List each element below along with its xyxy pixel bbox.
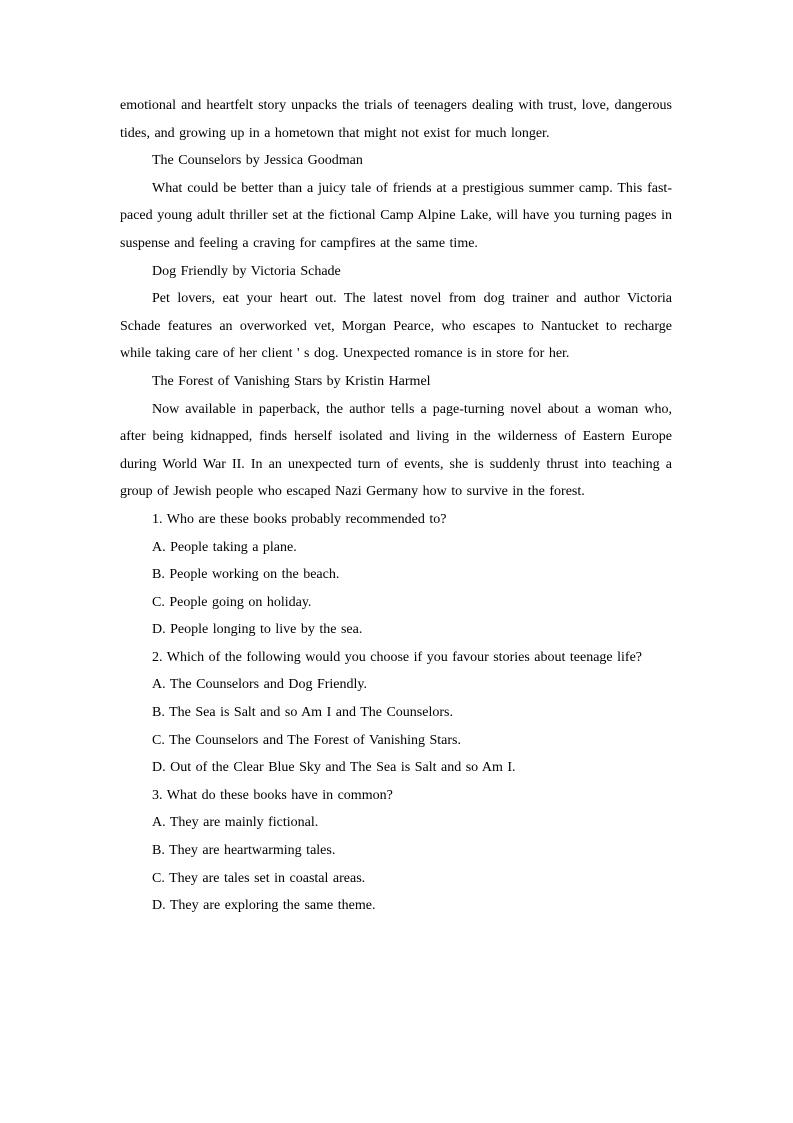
question-3-option-b: B. They are heartwarming tales. xyxy=(152,843,336,859)
book-title-dog-friendly: Dog Friendly by Victoria Schade xyxy=(152,263,341,279)
question-3-option-d: D. They are exploring the same theme. xyxy=(152,898,376,914)
question-1-option-d: D. People longing to live by the sea. xyxy=(152,622,363,638)
passage-continuation: emotional and heartfelt story unpacks the trials of teenagers dealing with trust, love, dangerous tides, and growing up in a hometown that might not exist for much longer. xyxy=(120,98,672,141)
question-1-option-a: A. People taking a plane. xyxy=(152,539,297,555)
question-3-option-a: A. They are mainly fictional. xyxy=(152,815,319,831)
question-1-option-b: B. People working on the beach. xyxy=(152,567,340,583)
question-1-stem: 1. Who are these books probably recommended to? xyxy=(152,511,447,527)
document-page xyxy=(120,92,672,920)
question-3-option-c: C. They are tales set in coastal areas. xyxy=(152,870,366,886)
question-3-stem: 3. What do these books have in common? xyxy=(152,787,393,803)
book-title-counselors: The Counselors by Jessica Goodman xyxy=(152,153,363,169)
question-2-option-d: D. Out of the Clear Blue Sky and The Sea is Salt and so Am I. xyxy=(152,760,516,776)
question-2-option-a: A. The Counselors and Dog Friendly. xyxy=(152,677,367,693)
book-description-dog-friendly: Pet lovers, eat your heart out. The latest novel from dog trainer and author Victoria Schade features an overworked vet, Morgan Pearce, who escapes to Nantucket to recharge while taking care of her client ' s dog. Unexpected romance is in store for her. xyxy=(120,291,672,362)
question-1-option-c: C. People going on holiday. xyxy=(152,594,312,610)
book-description-counselors: What could be better than a juicy tale of friends at a prestigious summer camp. This fast-paced young adult thriller set at the fictional Camp Alpine Lake, will have you turning pages in suspense and feeling a craving for campfires at the same time. xyxy=(120,180,672,251)
question-2-option-b: B. The Sea is Salt and so Am I and The Counselors. xyxy=(152,705,453,721)
book-description-forest-of-vanishing-stars: Now available in paperback, the author tells a page-turning novel about a woman who, after being kidnapped, finds herself isolated and living in the wilderness of Eastern Europe during World War II. In an unexpected turn of events, she is suddenly thrust into teaching a group of Jewish people who escaped Nazi Germany how to survive in the forest. xyxy=(120,401,672,500)
book-title-forest-of-vanishing-stars: The Forest of Vanishing Stars by Kristin Harmel xyxy=(152,373,431,389)
question-2-stem: 2. Which of the following would you choose if you favour stories about teenage life? xyxy=(152,649,643,665)
question-2-option-c: C. The Counselors and The Forest of Vanishing Stars. xyxy=(152,732,461,748)
